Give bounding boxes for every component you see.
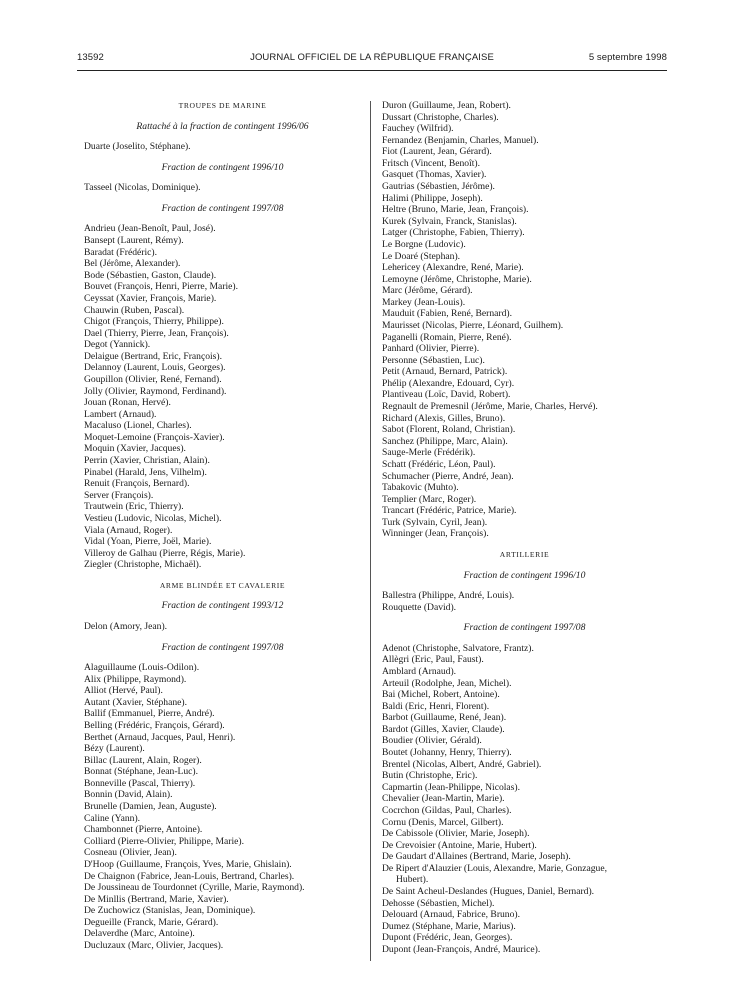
left-column — [84, 100, 361, 952]
list-item: De Joussineau de Tourdonnet (Cyrille, Marie, Raymond). — [84, 882, 305, 894]
list-item: Ducluzaux (Marc, Olivier, Jacques). — [84, 940, 224, 951]
list-item: Arteuil (Rodolphe, Jean, Michel). — [382, 677, 512, 689]
list-item: Chauwin (Ruben, Pascal). — [84, 304, 185, 316]
list-item: Degot (Yannick). — [84, 339, 151, 351]
list-item: Delannoy (Laurent, Louis, Georges). — [84, 362, 226, 374]
list-item: Goupillon (Olivier, René, Fernand). — [84, 373, 222, 385]
wrapped-name-continuation: Hubert). — [396, 874, 429, 886]
list-item: Perrin (Xavier, Christian, Alain). — [84, 455, 210, 467]
list-item: Le Borgne (Ludovic). — [382, 238, 466, 250]
subsection-heading: Fraction de contingent 1997/08 — [463, 622, 586, 634]
list-item: Vestieu (Ludovic, Nicolas, Michel). — [84, 512, 222, 524]
list-item: Jolly (Olivier, Raymond, Ferdinand). — [84, 385, 227, 397]
list-item: Heltre (Bruno, Marie, Jean, François). — [382, 204, 529, 216]
list-item: Chigot (François, Thierry, Philippe). — [84, 316, 224, 328]
list-item: De Cabissole (Olivier, Marie, Joseph). — [382, 828, 530, 840]
list-item: Moquin (Xavier, Jacques). — [84, 443, 186, 455]
list-item: De Crevoisier (Antoine, Marie, Hubert). — [382, 839, 537, 851]
list-item: Cocrchon (Gildas, Paul, Charles). — [382, 804, 512, 816]
list-item: Bézy (Laurent). — [84, 743, 145, 755]
list-item: Rouquette (David). — [382, 601, 457, 613]
spacer — [382, 581, 667, 590]
page-header — [77, 52, 667, 66]
list-item: Capmartin (Jean-Philippe, Nicolas). — [382, 781, 521, 793]
list-item: Cosneau (Olivier, Jean). — [84, 847, 177, 859]
list-item: Delaigue (Bertrand, Eric, François). — [84, 350, 222, 362]
list-item: D'Hoop (Guillaume, François, Yves, Marie, Ghislain). — [84, 858, 292, 870]
list-item: Delaverdhe (Marc, Antoine). — [84, 928, 195, 940]
list-item: Sabot (Florent, Roland, Christian). — [382, 424, 516, 436]
page-number: 13592 — [77, 52, 104, 63]
list-item: Duarte (Joselito, Stéphane). — [84, 141, 191, 153]
spacer — [84, 112, 361, 121]
list-item: Brunelle (Damien, Jean, Auguste). — [84, 801, 217, 813]
list-item: Jouan (Ronan, Hervé). — [84, 397, 171, 409]
list-item: Dupont (Frédéric, Jean, Georges). — [382, 932, 513, 944]
list-item: Halimi (Philippe, Joseph). — [382, 192, 483, 204]
list-item: Bonnin (David, Alain). — [84, 789, 173, 801]
subsection-heading: Fraction de contingent 1993/12 — [161, 600, 284, 612]
list-item: Gasquet (Thomas, Xavier). — [382, 169, 487, 181]
list-item: Trautwein (Eric, Thierry). — [84, 501, 184, 513]
list-item: Bel (Jérôme, Alexander). — [84, 258, 181, 270]
list-item: Allègri (Eric, Paul, Faust). — [382, 654, 484, 666]
list-item: Degueille (Franck, Marie, Gérard). — [84, 916, 219, 928]
list-item: Schumacher (Pierre, André, Jean). — [382, 470, 514, 482]
name-list — [84, 621, 361, 633]
list-item: Fernandez (Benjamin, Charles, Manuel). — [382, 134, 539, 146]
wrapped-name-first: De Ripert d'Alauzier (Louis, Alexandre, Marie, Gonzague, — [382, 862, 607, 874]
list-item: Plantiveau (Loïc, David, Robert). — [382, 389, 511, 401]
list-item: Bai (Michel, Robert, Antoine). — [382, 689, 500, 701]
list-item: Bonnat (Stéphane, Jean-Luc). — [84, 766, 199, 778]
list-item: Tabakovic (Muhto). — [382, 482, 459, 494]
list-item: Moquet-Lemoine (François-Xavier). — [84, 431, 225, 443]
list-item: Colliard (Pierre-Olivier, Philippe, Marie). — [84, 835, 245, 847]
list-item: De Minllis (Bertrand, Marie, Xavier). — [84, 893, 229, 905]
list-item: Schatt (Frédéric, Léon, Paul). — [382, 458, 496, 470]
list-item: Duron (Guillaume, Jean, Robert). — [382, 100, 511, 111]
list-item: Latger (Christophe, Fabien, Thierry). — [382, 227, 525, 239]
list-item: Dussart (Christophe, Charles). — [382, 111, 499, 123]
spacer — [84, 633, 361, 642]
subsection-heading: Fraction de contingent 1997/08 — [161, 641, 284, 653]
spacer — [84, 194, 361, 203]
list-item: Fiot (Laurent, Jean, Gérard). — [382, 146, 492, 158]
journal-title: JOURNAL OFFICIEL DE LA RÉPUBLIQUE FRANÇAISE — [250, 52, 494, 63]
list-item: Brentel (Nicolas, Albert, André, Gabriel). — [382, 758, 542, 770]
spacer — [84, 173, 361, 182]
subsection-heading: Fraction de contingent 1996/10 — [463, 569, 586, 581]
list-item: Sauge-Merle (Frédérik). — [382, 447, 476, 459]
list-item: Villeroy de Galhau (Pierre, Régis, Marie). — [84, 547, 246, 559]
list-item: Ziegler (Christophe, Michaël). — [84, 559, 202, 571]
list-item: Winninger (Jean, François). — [382, 528, 489, 540]
list-item: Regnault de Premesnil (Jérôme, Marie, Charles, Hervé). — [382, 401, 598, 413]
list-item: Server (François). — [84, 489, 154, 501]
list-item: Belling (Frédéric, François, Gérard). — [84, 720, 225, 732]
spacer — [84, 653, 361, 662]
list-item: Mauduit (Fabien, René, Bernard). — [382, 308, 513, 320]
list-item: Panhard (Olivier, Pierre). — [382, 343, 480, 355]
spacer — [84, 153, 361, 162]
list-item: Lehericey (Alexandre, René, Marie). — [382, 262, 524, 274]
list-item: Caline (Yann). — [84, 812, 141, 824]
list-item: Bansept (Laurent, Rémy). — [84, 235, 184, 247]
list-item: Macaluso (Lionel, Charles). — [84, 420, 192, 432]
name-list — [382, 590, 667, 613]
list-item: Paganelli (Romain, Pierre, René). — [382, 331, 512, 343]
subsection-heading: Fraction de contingent 1997/08 — [161, 202, 284, 214]
list-item: Andrieu (Jean-Benoît, Paul, José). — [84, 223, 216, 235]
list-item: Bardot (Gilles, Xavier, Claude). — [382, 723, 505, 735]
list-item: Delon (Amory, Jean). — [84, 620, 168, 632]
list-item: Petit (Arnaud, Bernard, Patrick). — [382, 366, 508, 378]
list-item: Dumez (Stéphane, Marie, Marius). — [382, 920, 516, 932]
list-item: Kurek (Sylvain, Franck, Stanislas). — [382, 215, 517, 227]
list-item: Baradat (Frédéric). — [84, 246, 157, 258]
list-item: Phélip (Alexandre, Edouard, Cyr). — [382, 377, 515, 389]
spacer — [382, 613, 667, 622]
right-column — [382, 100, 667, 955]
list-item: Marc (Jérôme, Gérard). — [382, 285, 473, 297]
list-item: Maurisset (Nicolas, Pierre, Léonard, Guilhem). — [382, 319, 564, 331]
list-item: Boudier (Olivier, Gérald). — [382, 735, 482, 747]
list-item: Alliot (Hervé, Paul). — [84, 685, 163, 697]
spacer — [84, 591, 361, 600]
list-item: Dupont (Jean-François, André, Maurice). — [382, 943, 541, 955]
list-item: Personne (Sébastien, Luc). — [382, 354, 485, 366]
list-item — [382, 863, 667, 886]
name-list — [84, 182, 361, 194]
publication-date: 5 septembre 1998 — [588, 52, 667, 63]
list-item: Berthet (Arnaud, Jacques, Paul, Henri). — [84, 731, 236, 743]
name-list — [84, 223, 361, 570]
list-item: Dehosse (Sébastien, Michel). — [382, 897, 495, 909]
list-item: Le Doaré (Stephan). — [382, 250, 461, 262]
header-rule — [77, 70, 667, 71]
column-divider — [370, 101, 371, 961]
list-item: Trancart (Frédéric, Patrice, Marie). — [382, 505, 517, 517]
list-item: De Saint Acheul-Deslandes (Hugues, Daniel, Bernard). — [382, 886, 595, 897]
list-item: Lambert (Arnaud). — [84, 408, 157, 420]
name-list — [84, 662, 361, 951]
list-item: Fritsch (Vincent, Benoît). — [382, 157, 481, 169]
subsection-heading: Fraction de contingent 1996/10 — [161, 161, 284, 173]
list-item: Barbot (Guillaume, René, Jean). — [382, 712, 507, 724]
list-item: De Gaudart d'Allaines (Bertrand, Marie, Joseph). — [382, 851, 571, 863]
list-item: Vidal (Yoan, Pierre, Joël, Marie). — [84, 536, 212, 548]
list-item: Markey (Jean-Louis). — [382, 296, 466, 308]
list-item: Adenot (Christophe, Salvatore, Frantz). — [382, 642, 534, 654]
spacer — [84, 612, 361, 621]
list-item: De Chaignon (Fabrice, Jean-Louis, Bertrand, Charles). — [84, 870, 295, 882]
list-item: Ballestra (Philippe, André, Louis). — [382, 590, 515, 602]
list-item: Cornu (Denis, Marcel, Gilbert). — [382, 816, 504, 828]
list-item: Chambonnet (Pierre, Antoine). — [84, 824, 203, 836]
spacer — [382, 634, 667, 643]
spacer — [84, 214, 361, 223]
spacer — [84, 132, 361, 141]
spacer — [382, 561, 667, 570]
list-item: De Zuchowicz (Stanislas, Jean, Dominique). — [84, 905, 256, 917]
list-item: Delouard (Arnaud, Fabrice, Bruno). — [382, 909, 520, 921]
list-item: Bode (Sébastien, Gaston, Claude). — [84, 269, 217, 281]
list-item: Sanchez (Philippe, Marc, Alain). — [382, 435, 508, 447]
section-title: TROUPES DE MARINE — [178, 101, 267, 110]
list-item: Amblard (Arnaud). — [382, 666, 457, 678]
list-item: Boutet (Johanny, Henry, Thierry). — [382, 747, 512, 759]
list-item: Bonneville (Pascal, Thierry). — [84, 777, 196, 789]
list-item: Billac (Laurent, Alain, Roger). — [84, 754, 202, 766]
list-item: Fauchey (Wilfrid). — [382, 123, 454, 135]
spacer — [84, 571, 361, 580]
list-item: Ballif (Emmanuel, Pierre, André). — [84, 708, 215, 720]
list-item: Pinabel (Harald, Jens, Vilhelm). — [84, 466, 207, 478]
list-item: Chevalier (Jean-Martin, Marie). — [382, 793, 505, 805]
section-title: ARTILLERIE — [499, 549, 550, 559]
list-item: Renuit (François, Bernard). — [84, 478, 190, 490]
list-item: Lemoyne (Jérôme, Christophe, Marie). — [382, 273, 532, 285]
name-list — [382, 643, 667, 863]
section-title: ARME BLINDÉE ET CAVALERIE — [159, 580, 286, 590]
list-item: Baldi (Eric, Henri, Florent). — [382, 700, 490, 712]
name-list — [84, 141, 361, 153]
list-item: Alix (Philippe, Raymond). — [84, 673, 187, 685]
list-item: Gautrias (Sébastien, Jérôme). — [382, 181, 495, 193]
list-item: Alaguillaume (Louis-Odilon). — [84, 662, 200, 674]
name-list — [382, 100, 667, 540]
list-item: Ceyssat (Xavier, François, Marie). — [84, 292, 217, 304]
list-item: Viala (Arnaud, Roger). — [84, 524, 173, 536]
list-item: Richard (Alexis, Gilles, Bruno). — [382, 412, 506, 424]
list-item: Butin (Christophe, Eric). — [382, 770, 478, 782]
spacer — [382, 540, 667, 549]
list-item: Turk (Sylvain, Cyril, Jean). — [382, 516, 488, 528]
list-item: Dael (Thierry, Pierre, Jean, François). — [84, 327, 229, 339]
list-item: Autant (Xavier, Stéphane). — [84, 696, 187, 708]
subsection-heading: Rattaché à la fraction de contingent 1996/06 — [136, 120, 309, 132]
list-item: Tasseel (Nicolas, Dominique). — [84, 182, 201, 194]
list-item: Bouvet (François, Henri, Pierre, Marie). — [84, 281, 238, 293]
list-item: Templier (Marc, Roger). — [382, 493, 477, 505]
name-list — [382, 886, 667, 955]
